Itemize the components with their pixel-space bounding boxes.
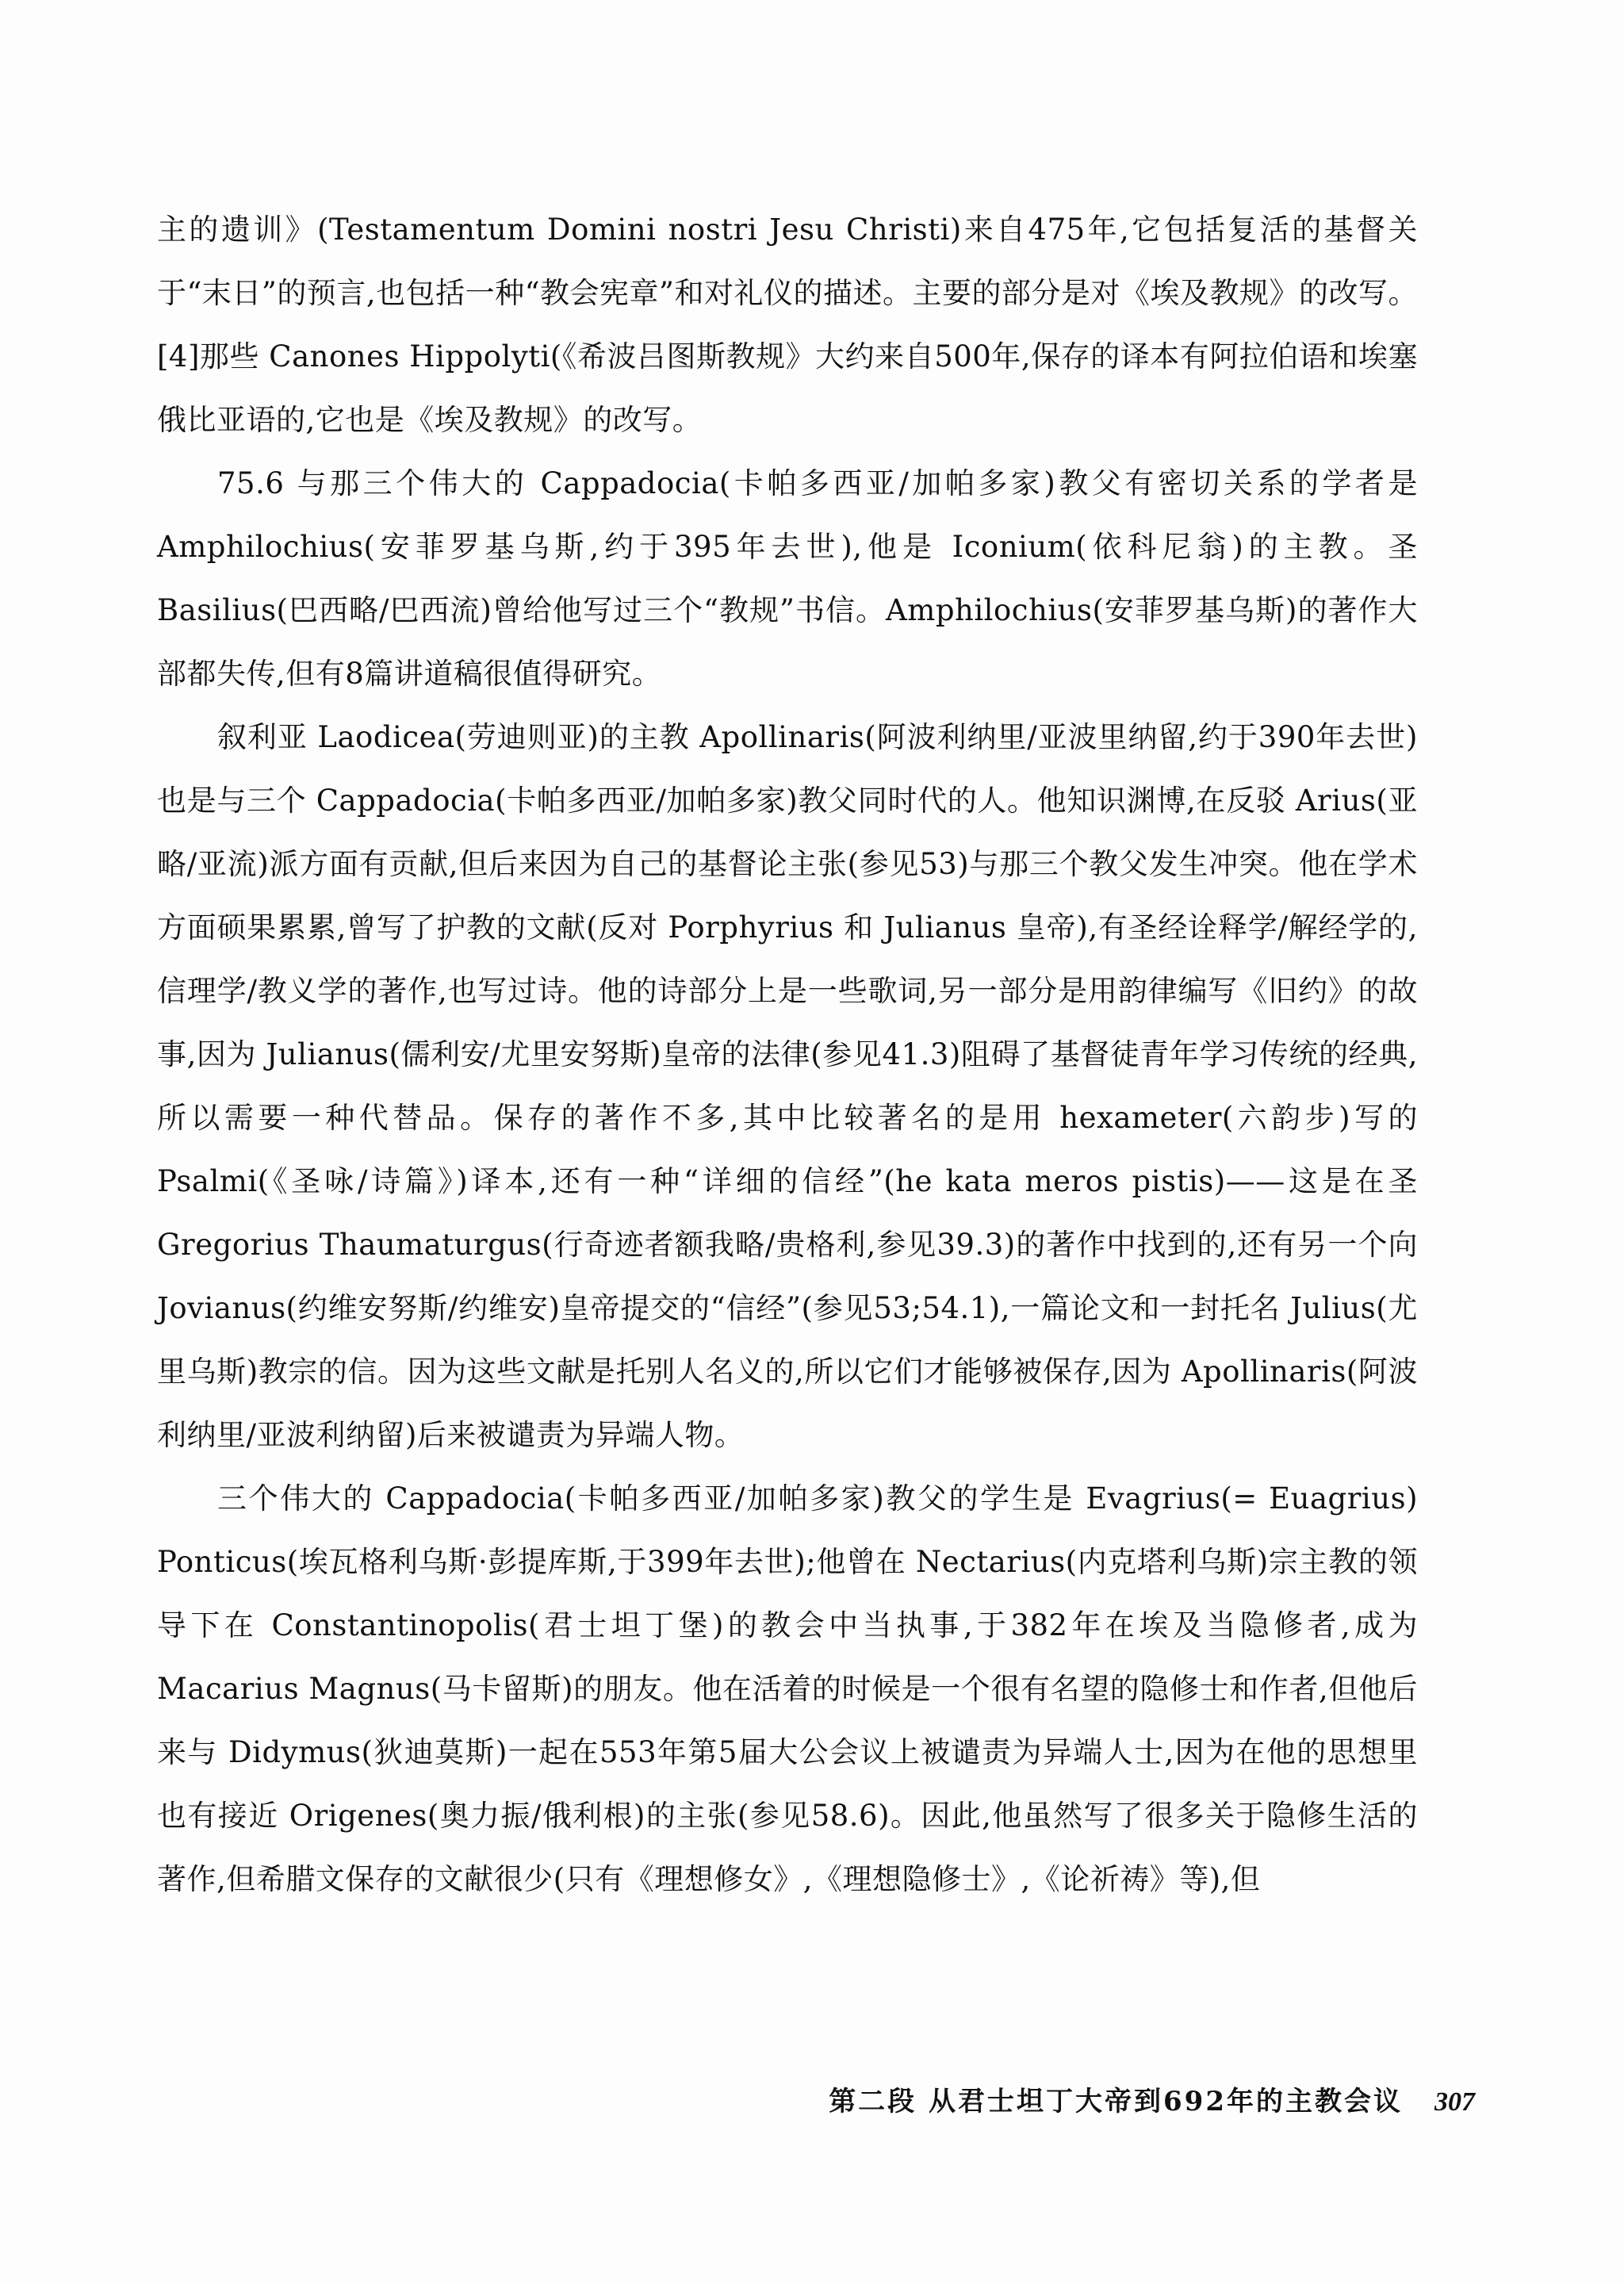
paragraph-75-6: 75.6 与那三个伟大的 Cappadocia(卡帕多西亚/加帕多家)教父有密切关系的学者是 Amphilochius(安菲罗基乌斯,约于395年去世),他是 Iconium(依科尼翁)的主教。圣 Basilius(巴西略/巴西流)曾给他写过三个“教规”书信。Amphilochius(安菲罗基乌斯)的著作大部都失传,但有8篇讲道稿很值得研究。 [157, 466, 1418, 691]
paragraph-apollinaris: 叙利亚 Laodicea(劳迪则亚)的主教 Apollinaris(阿波利纳里/亚波里纳留,约于390年去世)也是与三个 Cappadocia(卡帕多西亚/加帕多家)教父同时代的人。他知识渊博,在反驳 Arius(亚略/亚流)派方面有贡献,但后来因为自己的基督论主张(参见53)与那三个教父发生冲突。他在学术方面硕果累累,曾写了护教的文献(反对 Porphyrius 和 Julianus 皇帝),有圣经诠释学/解经学的,信理学/教义学的著作,也写过诗。他的诗部分上是一些歌词,另一部分是用韵律编写《旧约》的故事,因为 Julianus(儒利安/尤里安努斯)皇帝的法律(参见41.3)阻碍了基督徒青年学习传统的经典,所以需要一种代替品。保存的著作不多,其中比较著名的是用 hexameter(六韵步)写的 Psalmi(《圣咏/诗篇》)译本,还有一种“详细的信经”(he kata meros pistis)——这是在圣 Gregorius Thaumaturgus(行奇迹者额我略/贵格利,参见39.3)的著作中找到的,还有另一个向 Jovianus(约维安努斯/约维安)皇帝提交的“信经”(参见53;54.1),一篇论文和一封托名 Julius(尤里乌斯)教宗的信。因为这些文献是托别人名义的,所以它们才能够被保存,因为 Apollinaris(阿波利纳里/亚波利纳留)后来被谴责为异端人物。 [157, 720, 1418, 1452]
paragraph-continuation: 主的遗训》(Testamentum Domini nostri Jesu Christi)来自475年,它包括复活的基督关于“末日”的预言,也包括一种“教会宪章”和对礼仪的描述。主要的部分是对《埃及教规》的改写。[4]那些 Canones Hippolyti(《希波吕图斯教规》大约来自500年,保存的译本有阿拉伯语和埃塞俄比亚语的,它也是《埃及教规》的改写。 [157, 213, 1418, 437]
page-footer [777, 2082, 1475, 2121]
page-number: 307 [1434, 2087, 1475, 2117]
body-text [157, 198, 1418, 1911]
paragraph-evagrius: 三个伟大的 Cappadocia(卡帕多西亚/加帕多家)教父的学生是 Evagrius(= Euagrius) Ponticus(埃瓦格利乌斯·彭提库斯,于399年去世);他曾在 Nectarius(内克塔利乌斯)宗主教的领导下在 Constantinopolis(君士坦丁堡)的教会中当执事,于382年在埃及当隐修者,成为 Macarius Magnus(马卡留斯)的朋友。他在活着的时候是一个很有名望的隐修士和作者,但他后来与 Didymus(狄迪莫斯)一起在553年第5届大公会议上被谴责为异端人士,因为在他的思想里也有接近 Origenes(奥力振/俄利根)的主张(参见58.6)。因此,他虽然写了很多关于隐修生活的著作,但希腊文保存的文献很少(只有《理想修女》,《理想隐修士》,《论祈祷》等),但 [157, 1481, 1418, 1896]
running-footer-title: 第二段 从君士坦丁大帝到692年的主教会议 [829, 2086, 1403, 2117]
